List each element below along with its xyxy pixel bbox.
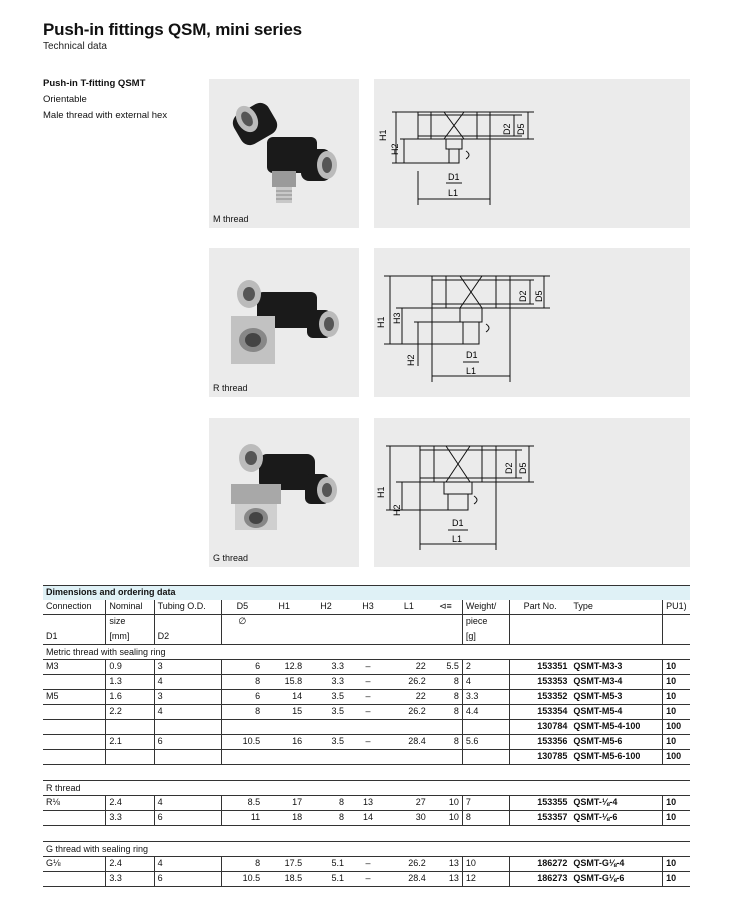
cell-d5: 8.5 [221,796,263,811]
cell-h1: 17.5 [263,857,305,872]
cell-nominal-size: 1.6 [106,690,154,705]
table-row [43,857,690,872]
cell-h3: 13 [347,796,389,811]
dim-label: H1 [376,316,386,328]
header-row [43,630,690,645]
cell-h1: 14 [263,690,305,705]
col-header [347,630,389,645]
cell-hex: 8 [429,675,463,690]
col-header: piece [462,615,509,630]
cell-nominal-size: 2.4 [106,796,154,811]
cell-h1: 17 [263,796,305,811]
col-header: [mm] [106,630,154,645]
dim-label: H3 [392,312,402,324]
spacer-cell [221,826,263,842]
cell-d5 [221,720,263,735]
fitting-photo-g [209,418,359,567]
spacer-cell [347,765,389,781]
cell-d5 [221,750,263,765]
spacer-cell [462,765,509,781]
cell-part-no: 186272 [510,857,571,872]
cell-h1: 15 [263,705,305,720]
cell-connection: M3 [43,660,106,675]
cell-weight: 10 [462,857,509,872]
dim-label: D5 [518,462,528,474]
col-header [570,630,662,645]
cell-type: QSMT-M5-4-100 [570,720,662,735]
cell-part-no: 186273 [510,872,571,887]
col-header: Weight/ [462,600,509,615]
dim-label: D2 [518,290,528,302]
cell-hex [429,720,463,735]
cell-d5: 8 [221,857,263,872]
cell-l1: 26.2 [389,705,429,720]
col-header: ∅ [221,615,263,630]
cell-tubing-od: 3 [154,690,221,705]
spacer-cell [389,765,429,781]
dim-label: D2 [502,123,512,135]
cell-type: QSMT-⅛-6 [570,811,662,826]
col-header [305,630,347,645]
group-title: Metric thread with sealing ring [43,645,690,660]
table-row [43,811,690,826]
table-row [43,872,690,887]
spacer-cell [570,765,662,781]
cell-connection [43,720,106,735]
col-header: D5 [221,600,263,615]
cell-hex: 13 [429,872,463,887]
col-header [221,630,263,645]
cell-tubing-od: 4 [154,796,221,811]
cell-h2: 5.1 [305,857,347,872]
cell-type: QSMT-M3-4 [570,675,662,690]
cell-h2 [305,750,347,765]
cell-connection: R⅛ [43,796,106,811]
col-header [510,630,571,645]
spacer-cell [106,826,154,842]
photo-panel-g-thread [209,418,359,567]
dimension-drawing-m [374,79,690,228]
table-row [43,705,690,720]
cell-h2: 3.5 [305,705,347,720]
cell-h3: – [347,872,389,887]
cell-connection [43,735,106,750]
group-title: R thread [43,781,690,796]
cell-type: QSMT-M5-4 [570,705,662,720]
cell-part-no: 153351 [510,660,571,675]
group-title-row [43,781,690,796]
cell-h2: 3.3 [305,660,347,675]
dim-label: L1 [448,188,459,198]
col-header [429,615,463,630]
cell-d5: 10.5 [221,872,263,887]
col-header: L1 [389,600,429,615]
cell-l1: 22 [389,690,429,705]
cell-weight: 4.4 [462,705,509,720]
table-row [43,750,690,765]
cell-tubing-od: 4 [154,857,221,872]
dim-label: H2 [406,354,416,366]
cell-tubing-od: 6 [154,872,221,887]
cell-h3: – [347,735,389,750]
panel-label: G thread [213,553,249,563]
photo-panel-m-thread [209,79,359,228]
header-row [43,600,690,615]
cell-pu: 10 [663,705,690,720]
cell-tubing-od: 6 [154,735,221,750]
cell-nominal-size [106,720,154,735]
dim-label: D5 [516,123,526,135]
cell-nominal-size: 2.2 [106,705,154,720]
cell-pu: 10 [663,872,690,887]
cell-tubing-od: 4 [154,705,221,720]
cell-weight [462,720,509,735]
spacer-cell [43,826,106,842]
cell-h1: 15.8 [263,675,305,690]
cell-l1: 27 [389,796,429,811]
col-header [663,615,690,630]
drawing-panel-g-thread [374,418,690,567]
cell-tubing-od [154,750,221,765]
dim-label: H1 [376,486,386,498]
header-row [43,615,690,630]
cell-h3: 14 [347,811,389,826]
cell-type: QSMT-M3-3 [570,660,662,675]
col-header [263,615,305,630]
cell-tubing-od [154,720,221,735]
cell-part-no: 153352 [510,690,571,705]
cell-nominal-size: 1.3 [106,675,154,690]
cell-part-no: 153357 [510,811,571,826]
drawing-panel-r-thread [374,248,690,397]
group-title-row [43,645,690,660]
spacer-cell [221,765,263,781]
cell-hex: 5.5 [429,660,463,675]
spacer-cell [663,826,690,842]
col-header [389,630,429,645]
cell-pu: 10 [663,675,690,690]
spacer-cell [429,765,463,781]
cell-weight: 5.6 [462,735,509,750]
cell-type: QSMT-M5-6 [570,735,662,750]
dim-label: D1 [448,172,460,182]
cell-part-no: 153354 [510,705,571,720]
product-feature: Male thread with external hex [43,110,168,121]
fitting-photo-r [209,248,359,397]
table-row [43,796,690,811]
col-header [305,615,347,630]
group-title-row [43,842,690,857]
dim-label: D1 [466,350,478,360]
dim-label: H1 [378,129,388,141]
cell-type: QSMT-⅛-4 [570,796,662,811]
cell-h3: – [347,690,389,705]
cell-connection [43,750,106,765]
cell-type: QSMT-M5-6-100 [570,750,662,765]
col-header: Type [570,600,662,615]
cell-connection: G⅛ [43,857,106,872]
cell-pu: 10 [663,811,690,826]
cell-l1: 26.2 [389,857,429,872]
cell-d5: 11 [221,811,263,826]
cell-pu: 10 [663,690,690,705]
col-header [263,630,305,645]
cell-connection [43,872,106,887]
cell-part-no: 153356 [510,735,571,750]
cell-h2: 3.5 [305,735,347,750]
cell-pu: 100 [663,720,690,735]
col-header: Nominal [106,600,154,615]
cell-d5: 6 [221,660,263,675]
cell-pu: 100 [663,750,690,765]
cell-weight: 3.3 [462,690,509,705]
cell-weight [462,750,509,765]
cell-type: QSMT-G⅛-4 [570,857,662,872]
cell-d5: 10.5 [221,735,263,750]
cell-tubing-od: 3 [154,660,221,675]
cell-pu: 10 [663,735,690,750]
spacer-cell [305,765,347,781]
cell-hex: 8 [429,705,463,720]
fitting-photo-m [209,79,359,228]
cell-pu: 10 [663,857,690,872]
spacer-cell [347,826,389,842]
product-name: Push-in T-fitting QSMT [43,78,146,89]
table-row [43,690,690,705]
cell-d5: 8 [221,705,263,720]
table-caption: Dimensions and ordering data [43,586,690,600]
cell-hex: 8 [429,690,463,705]
dim-label: D2 [504,462,514,474]
cell-weight: 7 [462,796,509,811]
cell-l1: 30 [389,811,429,826]
spacer-cell [305,826,347,842]
spacer-cell [389,826,429,842]
cell-type: QSMT-G⅛-6 [570,872,662,887]
spacer-row [43,765,690,781]
cell-hex [429,750,463,765]
cell-h3 [347,750,389,765]
col-header: Tubing O.D. [154,600,221,615]
spacer-cell [570,826,662,842]
dim-label: H2 [390,143,400,155]
panel-label: R thread [213,383,248,393]
spacer-cell [43,765,106,781]
cell-h2: 8 [305,811,347,826]
col-header: Connection [43,600,106,615]
spacer-cell [263,765,305,781]
dim-label: H2 [392,504,402,516]
dim-label: L1 [466,366,477,376]
cell-d5: 8 [221,675,263,690]
spacer-cell [154,826,221,842]
cell-pu: 10 [663,796,690,811]
cell-l1: 28.4 [389,872,429,887]
ordering-data-table [43,585,690,887]
cell-l1: 26.2 [389,675,429,690]
col-header: H1 [263,600,305,615]
dim-label: D1 [452,518,464,528]
cell-h1: 18.5 [263,872,305,887]
cell-weight: 8 [462,811,509,826]
dim-label: L1 [452,534,463,544]
cell-h1: 18 [263,811,305,826]
cell-part-no: 130785 [510,750,571,765]
dimension-drawing-r [374,248,690,397]
col-header: PU1) [663,600,690,615]
col-header [347,615,389,630]
col-header [663,630,690,645]
cell-h2: 8 [305,796,347,811]
col-header: H3 [347,600,389,615]
cell-l1 [389,720,429,735]
cell-h1: 12.8 [263,660,305,675]
page-subtitle: Technical data [43,41,107,52]
dimension-drawing-g [374,418,690,567]
cell-h3: – [347,705,389,720]
photo-panel-r-thread [209,248,359,397]
spacer-cell [154,765,221,781]
dim-label: D5 [534,290,544,302]
cell-connection: M5 [43,690,106,705]
col-header [570,615,662,630]
spacer-cell [462,826,509,842]
cell-l1 [389,750,429,765]
cell-weight: 12 [462,872,509,887]
cell-part-no: 153355 [510,796,571,811]
cell-l1: 22 [389,660,429,675]
spacer-cell [663,765,690,781]
cell-connection [43,811,106,826]
cell-h2: 5.1 [305,872,347,887]
col-header [510,615,571,630]
col-header: ⊲≡ [429,600,463,615]
col-header [43,615,106,630]
spacer-cell [510,826,571,842]
cell-part-no: 130784 [510,720,571,735]
table-row [43,720,690,735]
product-description [43,76,167,124]
cell-tubing-od: 4 [154,675,221,690]
cell-nominal-size: 3.3 [106,811,154,826]
cell-h2: 3.5 [305,690,347,705]
cell-nominal-size: 2.4 [106,857,154,872]
page-title: Push-in fittings QSM, mini series [43,20,302,39]
cell-weight: 4 [462,675,509,690]
group-title: G thread with sealing ring [43,842,690,857]
cell-nominal-size: 3.3 [106,872,154,887]
col-header: H2 [305,600,347,615]
cell-tubing-od: 6 [154,811,221,826]
cell-nominal-size [106,750,154,765]
spacer-cell [510,765,571,781]
cell-h1: 16 [263,735,305,750]
cell-d5: 6 [221,690,263,705]
col-header [429,630,463,645]
col-header: Part No. [510,600,571,615]
spacer-cell [429,826,463,842]
spacer-cell [106,765,154,781]
cell-nominal-size: 2.1 [106,735,154,750]
table-row [43,660,690,675]
cell-h1 [263,720,305,735]
cell-hex: 10 [429,811,463,826]
spacer-cell [263,826,305,842]
drawing-panel-m-thread [374,79,690,228]
col-header: D2 [154,630,221,645]
cell-type: QSMT-M5-3 [570,690,662,705]
col-header [154,615,221,630]
cell-pu: 10 [663,660,690,675]
cell-weight: 2 [462,660,509,675]
cell-h1 [263,750,305,765]
cell-connection [43,705,106,720]
cell-l1: 28.4 [389,735,429,750]
cell-part-no: 153353 [510,675,571,690]
table-row [43,675,690,690]
cell-nominal-size: 0.9 [106,660,154,675]
cell-h3: – [347,675,389,690]
col-header [389,615,429,630]
cell-h2 [305,720,347,735]
panel-label: M thread [213,214,249,224]
table-caption-row [43,586,690,600]
cell-connection [43,675,106,690]
col-header: D1 [43,630,106,645]
spacer-row [43,826,690,842]
cell-hex: 13 [429,857,463,872]
cell-h3: – [347,660,389,675]
cell-h3 [347,720,389,735]
cell-hex: 10 [429,796,463,811]
cell-h2: 3.3 [305,675,347,690]
table-row [43,735,690,750]
product-feature: Orientable [43,94,87,105]
cell-h3: – [347,857,389,872]
col-header: size [106,615,154,630]
cell-hex: 8 [429,735,463,750]
col-header: [g] [462,630,509,645]
